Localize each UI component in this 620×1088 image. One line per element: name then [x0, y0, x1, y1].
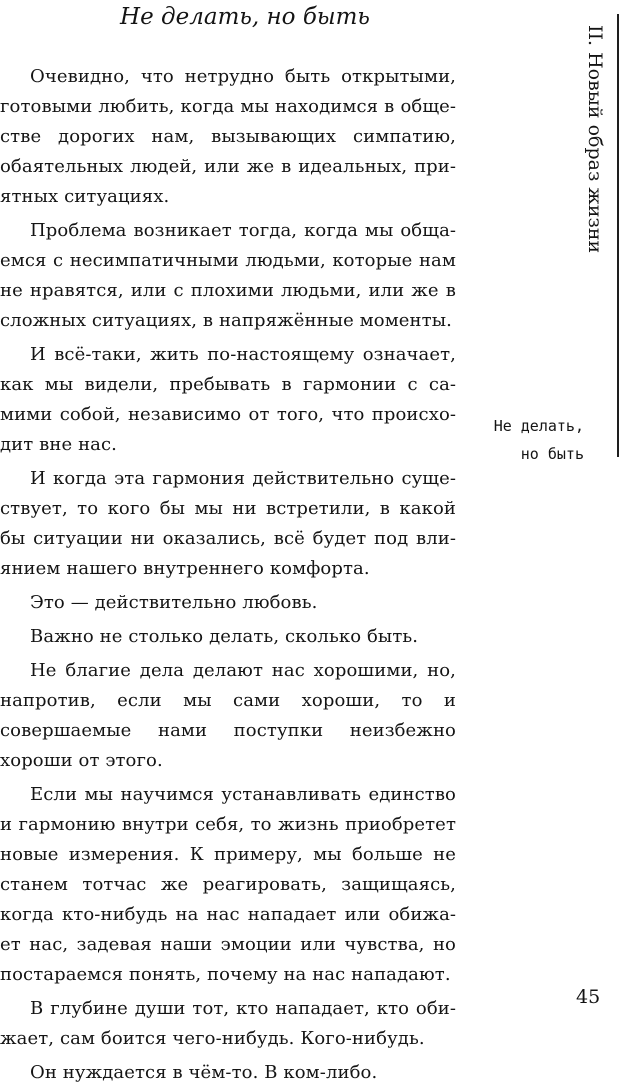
margin-note — [494, 412, 584, 468]
paragraph: Не благие дела делают нас хорошими, но, напротив, если мы сами хороши, то и совершаемые нами поступки неизбежно хороши от этого. — [0, 660, 456, 771]
margin-note-line-1: Не делать, — [493, 417, 584, 435]
paragraph: Важно не столько делать, сколько быть. — [30, 626, 419, 647]
page-number: 45 — [576, 986, 601, 1008]
body-text — [0, 62, 456, 1088]
paragraph: И когда эта гармония действительно существует, то кого бы мы ни встретили, в какой бы ситуации ни оказались, всё будет под влиянием нашего внутреннего комфорта. — [0, 468, 456, 579]
section-rule — [617, 14, 619, 457]
page-title: Не делать, но быть — [120, 4, 370, 30]
paragraph: И всё-таки, жить по-настоящему означает, как мы видели, пребывать в гармонии с самими собой, независимо от того, что происходит вне нас. — [0, 344, 456, 455]
paragraph: Очевидно, что нетрудно быть открытыми, готовыми любить, когда мы находимся в обществе дорогих нам, вызывающих симпатию, обаятельных людей, или же в идеальных, приятных ситуациях. — [0, 66, 456, 207]
paragraph: В глубине души тот, кто нападает, кто обижает, сам боится чего-нибудь. Кого-нибудь. — [0, 998, 456, 1049]
margin-note-line-2: но быть — [520, 445, 584, 463]
paragraph: Он нуждается в чём-то. В ком-либо. — [30, 1062, 378, 1083]
paragraph: Это — действительно любовь. — [30, 592, 318, 613]
paragraph: Проблема возникает тогда, когда мы общаемся с несимпатичными людьми, которые нам не нравятся, или с плохими людьми, или же в сложных ситуациях, в напряжённые моменты. — [0, 220, 456, 331]
paragraph: Если мы научимся устанавливать единство и гармонию внутри себя, то жизнь приобретет новые измерения. К примеру, мы больше не станем тотчас же реагировать, защищаясь, когда кто-нибудь на нас нападает или обижает нас, задевая наши эмоции или чувства, но постараемся понять, почему на нас нападают. — [0, 784, 456, 985]
running-head — [577, 14, 613, 264]
running-head-label: II. Новый образ жизни — [584, 24, 606, 254]
